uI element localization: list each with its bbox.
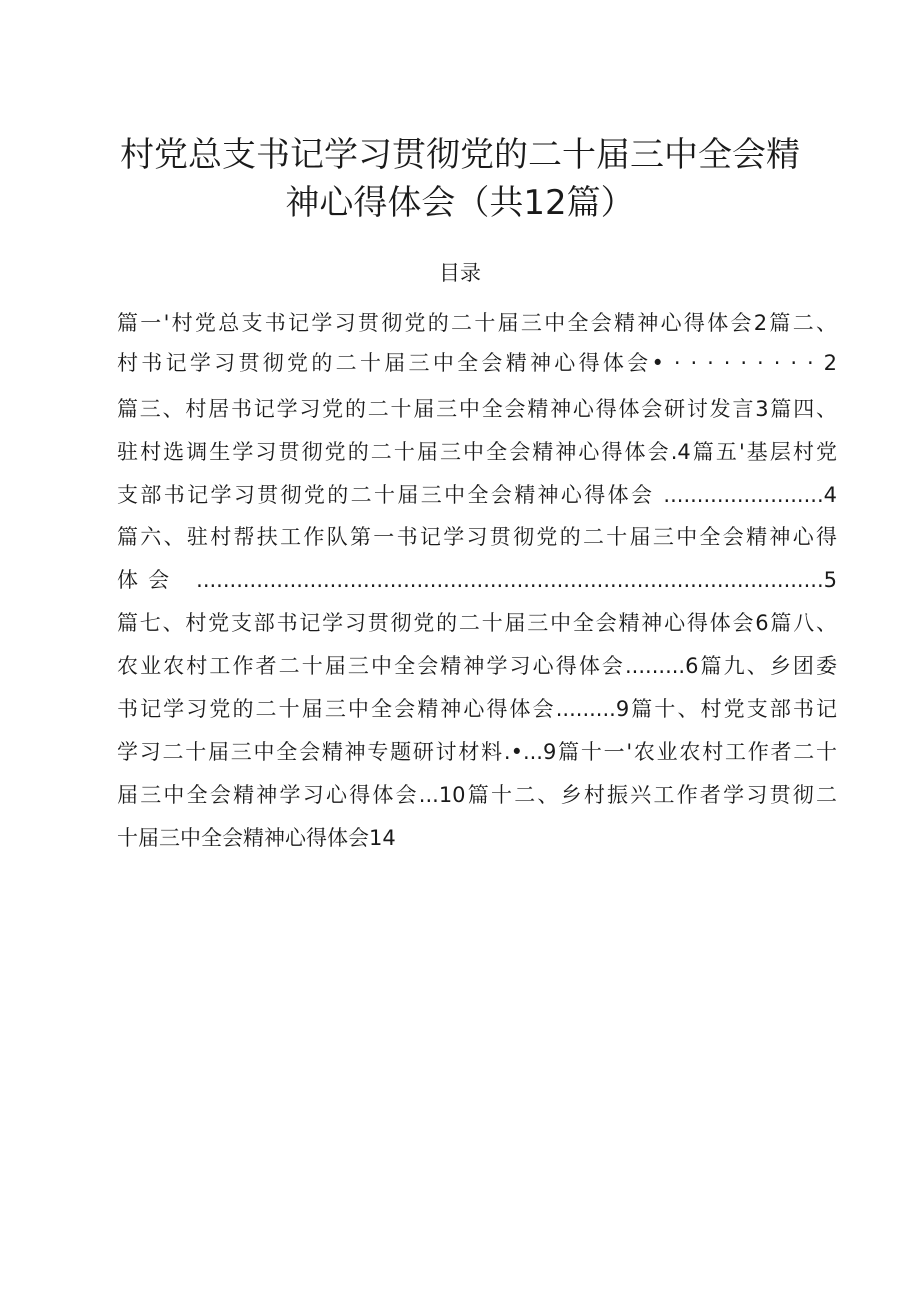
toc-line: 篇七、村党支部书记学习贯彻党的二十届三中全会精神心得体会6篇八、	[117, 611, 837, 635]
toc-line: 体会 ..............................................................................................5	[117, 568, 837, 592]
toc-line: 支部书记学习贯彻党的二十届三中全会精神心得体会 ........................4	[117, 483, 837, 507]
toc-line: 篇一'村党总支书记学习贯彻党的二十届三中全会精神心得体会2篇二、	[117, 311, 837, 335]
toc-line: 十届三中全会精神心得体会14	[117, 826, 396, 850]
document-title-line-2: 神心得体会（共12篇）	[285, 183, 635, 223]
toc-line: 篇三、村居书记学习党的二十届三中全会精神心得体会研讨发言3篇四、	[117, 397, 837, 421]
toc-line: 学习二十届三中全会精神专题研讨材料.•...9篇十一'农业农村工作者二十	[117, 740, 837, 764]
toc-heading: 目录	[439, 261, 481, 285]
document-title-line-1: 村党总支书记学习贯彻党的二十届三中全会精	[120, 135, 800, 175]
toc-line: 村书记学习贯彻党的二十届三中全会精神心得体会• · · · · · · · · · 2	[117, 351, 837, 375]
toc-line: 篇六、驻村帮扶工作队第一书记学习贯彻党的二十届三中全会精神心得	[117, 525, 837, 549]
toc-line: 书记学习党的二十届三中全会精神心得体会.........9篇十、村党支部书记	[117, 697, 837, 721]
toc-line: 农业农村工作者二十届三中全会精神学习心得体会.........6篇九、乡团委	[117, 654, 837, 678]
toc-line: 驻村选调生学习贯彻党的二十届三中全会精神心得体会.4篇五'基层村党	[117, 440, 837, 464]
toc-line: 届三中全会精神学习心得体会...10篇十二、乡村振兴工作者学习贯彻二	[117, 783, 837, 807]
